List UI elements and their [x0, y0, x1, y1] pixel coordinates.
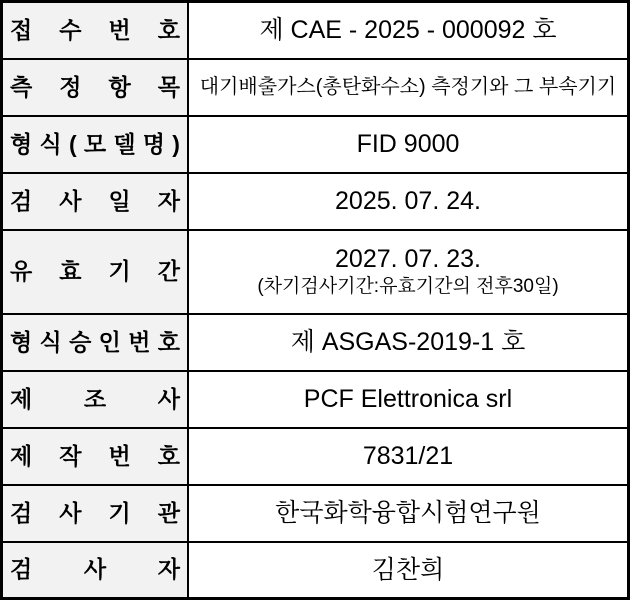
row-value: 제 CAE - 2025 - 000092 호 [259, 16, 557, 45]
row-label-cell [2, 314, 189, 371]
row-label-cell [2, 371, 189, 428]
row-label-cell [2, 230, 189, 314]
row-label: 검 사 기 관 [10, 499, 180, 526]
row-value: 2027. 07. 23. [335, 245, 481, 274]
row-label-cell [2, 173, 189, 230]
row-manufacturer [2, 371, 629, 428]
row-value-cell [188, 371, 629, 428]
row-value: 제 ASGAS-2019-1 호 [290, 328, 526, 356]
row-type-approval-number [2, 314, 629, 371]
row-receipt-number [2, 2, 629, 59]
row-label: 검 사 일 자 [10, 187, 180, 214]
row-value-cell [188, 314, 629, 371]
row-value-cell [188, 116, 629, 173]
row-inspection-date [2, 173, 629, 230]
row-subvalue: (차기검사기간:유효기간의 전후30일) [257, 276, 559, 298]
row-label-cell [2, 59, 189, 116]
row-label-cell [2, 116, 189, 173]
row-value-cell [188, 59, 629, 116]
row-label-cell [2, 542, 189, 599]
row-inspector [2, 542, 629, 599]
row-validity-period [2, 230, 629, 314]
row-model-type [2, 116, 629, 173]
row-value-cell [188, 230, 629, 314]
row-label-cell [2, 428, 189, 485]
row-serial-number [2, 428, 629, 485]
row-value: PCF Elettronica srl [303, 385, 513, 413]
row-value-cell [188, 173, 629, 230]
row-value: 대기배출가스(총탄화수소) 측정기와 그 부속기기 [199, 76, 617, 98]
row-label: 검 사 자 [10, 556, 180, 583]
row-label: 접 수 번 호 [10, 16, 180, 43]
row-label-cell [2, 2, 189, 59]
row-value-cell [188, 485, 629, 542]
row-inspection-agency [2, 485, 629, 542]
row-label-cell [2, 485, 189, 542]
row-label: 제 조 사 [10, 385, 180, 412]
row-label: 유 효 기 간 [10, 258, 180, 284]
row-value: 한국화학융합시험연구원 [275, 499, 541, 527]
row-label: 형 식 승 인 번 호 [10, 328, 180, 355]
row-value: FID 9000 [356, 130, 460, 158]
row-value: 김찬희 [371, 555, 445, 584]
row-label: 제 작 번 호 [10, 442, 180, 469]
row-value-cell [188, 428, 629, 485]
row-value-cell [188, 542, 629, 599]
row-value: 2025. 07. 24. [335, 187, 481, 215]
row-value-cell [188, 2, 629, 59]
row-label: 측 정 항 목 [10, 73, 180, 100]
row-label: 형 식 ( 모 델 명 ) [10, 130, 180, 157]
row-measurement-item [2, 59, 629, 116]
row-value: 7831/21 [362, 442, 454, 470]
